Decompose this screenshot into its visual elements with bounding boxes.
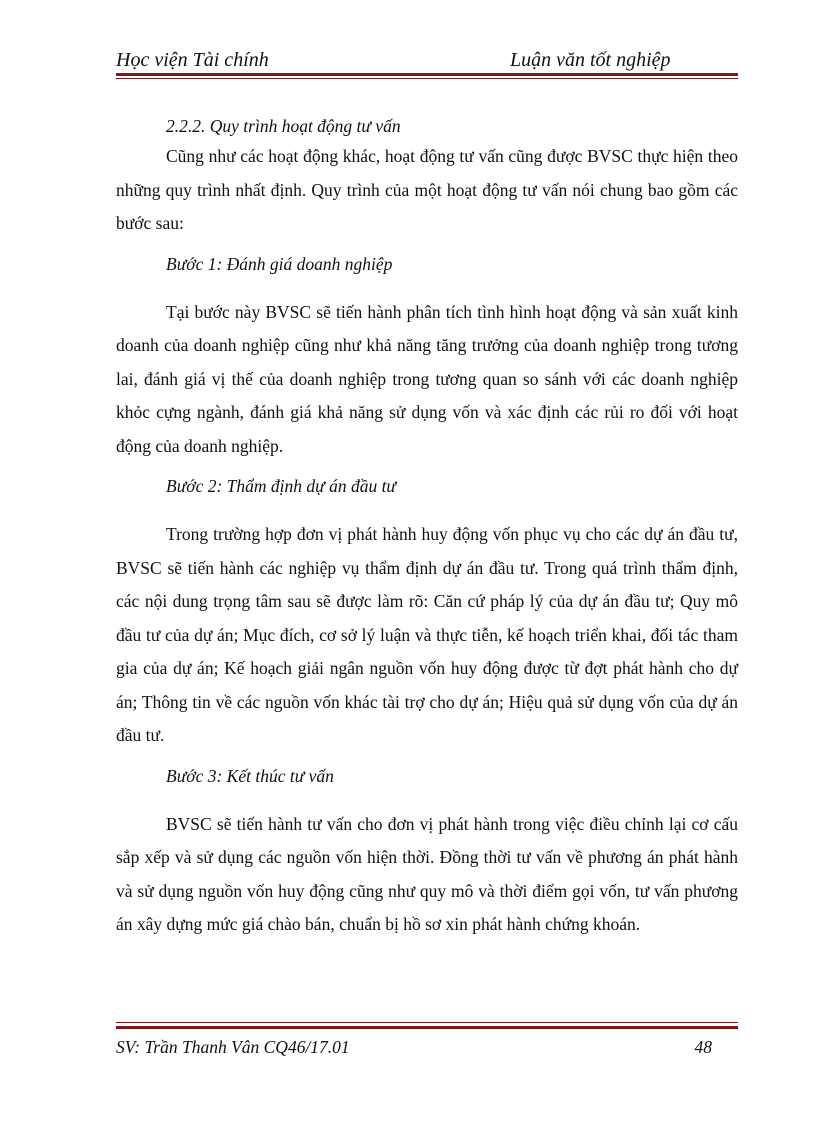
step-3-title: Bước 3: Kết thúc tư vấn — [166, 765, 334, 786]
step-1-body: Tại bước này BVSC sẽ tiến hành phân tích tình hình hoạt động và sản xuất kinh doanh của doanh nghiệp cũng như khả năng tăng trưởng của doanh nghiệp trong tương lai, đánh giá vị thế của doanh nghiệp trong tương quan so sánh với các doanh nghiệp khỏc cựng ngành, đánh giá khả năng sử dụng vốn và xác định các rủi ro đối với hoạt động của doanh nghiệp. — [116, 301, 738, 456]
step-2-title: Bước 2: Thẩm định dự án đầu tư — [166, 476, 396, 496]
page-footer — [116, 1022, 738, 1062]
footer-rule-thick — [116, 1026, 738, 1029]
section-heading: 2.2.2. Quy trình hoạt động tư vấn — [166, 116, 401, 136]
step-1-title: Bước 1: Đánh giá doanh nghiệp — [166, 253, 393, 274]
step-2-body: Trong trường hợp đơn vị phát hành huy động vốn phục vụ cho các dự án đầu tư, BVSC sẽ tiến hành các nghiệp vụ thẩm định dự án đầu tư. Trong quá trình thẩm định, các nội dung trọng tâm sau sẽ được làm rõ: Căn cứ pháp lý của dự án đầu tư; Quy mô đầu tư của dự án; Mục đích, cơ sở lý luận và thực tiễn, kế hoạch triển khai, đối tác tham gia của dự án; Kế hoạch giải ngân nguồn vốn huy động được từ đợt phát hành cho dự án; Thông tin về các nguồn vốn khác tài trợ cho dự án; Hiệu quả sử dụng vốn của dự án đầu tư. — [116, 524, 738, 745]
intro-paragraph: Cũng như các hoạt động khác, hoạt động tư vấn cũng được BVSC thực hiện theo những quy trình nhất định. Quy trình của một hoạt động tư vấn nói chung bao gồm các bước sau: — [116, 146, 738, 233]
footer-rule-thin — [116, 1022, 738, 1023]
step-3-body: BVSC sẽ tiến hành tư vấn cho đơn vị phát hành trong việc điều chỉnh lại cơ cấu sắp xếp và sử dụng các nguồn vốn hiện thời. Đồng thời tư vấn về phương án phát hành và sử dụng nguồn vốn huy động cũng như quy mô và thời điểm gọi vốn, tư vấn phương án xây dựng mức giá chào bán, chuẩn bị hồ sơ xin phát hành chứng khoán. — [116, 813, 738, 934]
page-number: 48 — [694, 1037, 712, 1057]
header-document-type: Luận văn tốt nghiệp — [510, 49, 671, 71]
page-header — [116, 44, 738, 76]
header-institution: Học viện Tài chính — [116, 49, 269, 71]
header-rule-thick — [116, 73, 738, 76]
footer-author: SV: Trần Thanh Vân CQ46/17.01 — [116, 1037, 350, 1057]
page-body — [116, 112, 738, 942]
header-rule-thin — [116, 78, 738, 79]
